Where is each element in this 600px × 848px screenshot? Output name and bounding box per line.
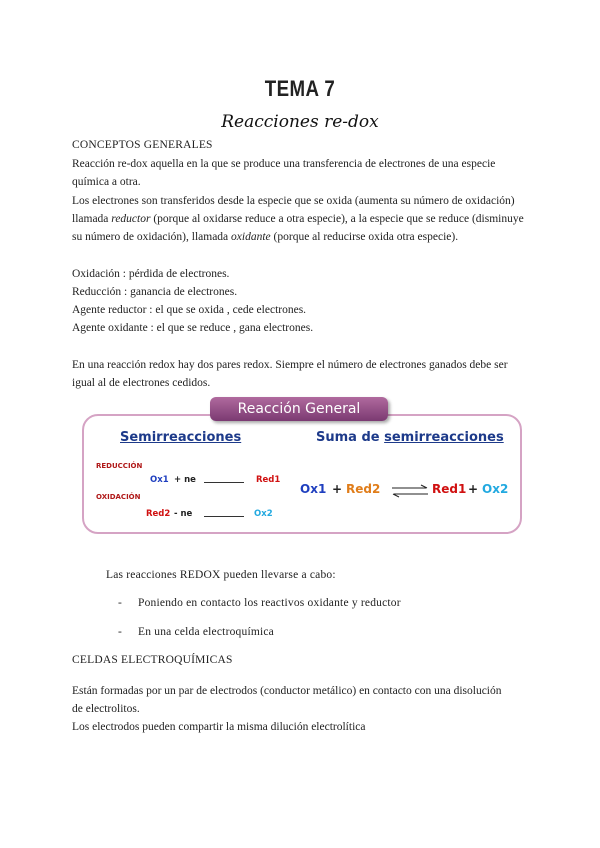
paragraph-celdas	[72, 682, 542, 736]
term-reductor: reductor	[111, 213, 151, 225]
paragraph-line: igual al de electrones cedidos.	[72, 377, 211, 389]
paragraph-definition	[72, 155, 542, 191]
suma-heading	[316, 430, 504, 445]
ox-ox2: Ox2	[254, 509, 273, 519]
text-fragment: (porque al oxidarse reduce a otra especie), a la especie que se reduce (disminuye	[150, 213, 524, 225]
reaccion-general-diagram	[82, 414, 522, 534]
paragraph-line: Reacción re-dox aquella en la que se produce una transferencia de electrones de una especie	[72, 158, 496, 170]
paragraph-line: En una reacción redox hay dos pares redox. Siempre el número de electrones ganados debe ser	[72, 359, 508, 371]
paragraph-electron-transfer	[72, 192, 542, 246]
paragraph-line: de electrolitos.	[72, 703, 140, 715]
ox-minus-ne: - ne	[174, 509, 193, 519]
semirreacciones-heading: Semirreacciones	[120, 430, 242, 445]
list-bullet: -	[118, 626, 122, 638]
section-heading-celdas: CELDAS ELECTROQUÍMICAS	[72, 654, 233, 666]
definitions-list	[72, 265, 542, 337]
page-title: TEMA 7	[264, 76, 336, 101]
redox-way-item: En una celda electroquímica	[138, 626, 274, 638]
definition-item: Oxidación : pérdida de electrones.	[72, 268, 230, 280]
oxidacion-label: OXIDACIÓN	[96, 493, 141, 501]
paragraph-line	[72, 228, 542, 246]
suma-underlined: semirreacciones	[384, 430, 504, 445]
redox-way-item: Poniendo en contacto los reactivos oxidante y reductor	[138, 597, 401, 609]
sum-plus-1: +	[332, 482, 343, 496]
sum-ox1: Ox1	[300, 482, 327, 496]
paragraph-redox-pairs	[72, 356, 542, 392]
text-fragment: llamada	[72, 213, 112, 225]
ox-red2: Red2	[146, 509, 171, 519]
paragraph-line: Los electrones son transferidos desde la especie que se oxida (aumenta su número de oxidación)	[72, 195, 515, 207]
definition-item: Agente oxidante : el que se reduce , gana electrones.	[72, 322, 314, 334]
term-oxidante: oxidante	[231, 231, 271, 243]
paragraph-line: química a otra.	[72, 176, 141, 188]
suma-prefix: Suma de	[316, 430, 385, 445]
redox-ways-intro: Las reacciones REDOX pueden llevarse a cabo:	[106, 569, 336, 581]
text-fragment: (porque al reducirse oxida otra especie).	[270, 231, 459, 243]
sum-ox2: Ox2	[482, 482, 509, 496]
reaccion-general-banner: Reacción General	[210, 397, 388, 421]
sum-red2: Red2	[346, 482, 381, 496]
sum-red1: Red1	[432, 482, 467, 496]
red-ox1: Ox1	[150, 475, 169, 485]
text-fragment: su número de oxidación), llamada	[72, 231, 232, 243]
equilibrium-arrow-reduccion	[204, 482, 244, 483]
list-bullet: -	[118, 597, 122, 609]
section-heading-conceptos: CONCEPTOS GENERALES	[72, 139, 213, 151]
reduccion-label: REDUCCIÓN	[96, 462, 143, 470]
red-red1: Red1	[256, 475, 281, 485]
paragraph-line: Los electrodos pueden compartir la misma dilución electrolítica	[72, 721, 366, 733]
equilibrium-arrow-oxidacion	[204, 516, 244, 517]
paragraph-line	[72, 210, 542, 228]
paragraph-line: Están formadas por un par de electrodos (conductor metálico) en contacto con una disolución	[72, 685, 502, 697]
sum-plus-2: +	[468, 482, 479, 496]
red-plus-ne: + ne	[174, 475, 196, 485]
page-subtitle: Reacciones re-dox	[221, 112, 379, 132]
definition-item: Agente reductor : el que se oxida , cede electrones.	[72, 304, 307, 316]
equilibrium-arrow-sum	[390, 484, 430, 498]
definition-item: Reducción : ganancia de electrones.	[72, 286, 238, 298]
